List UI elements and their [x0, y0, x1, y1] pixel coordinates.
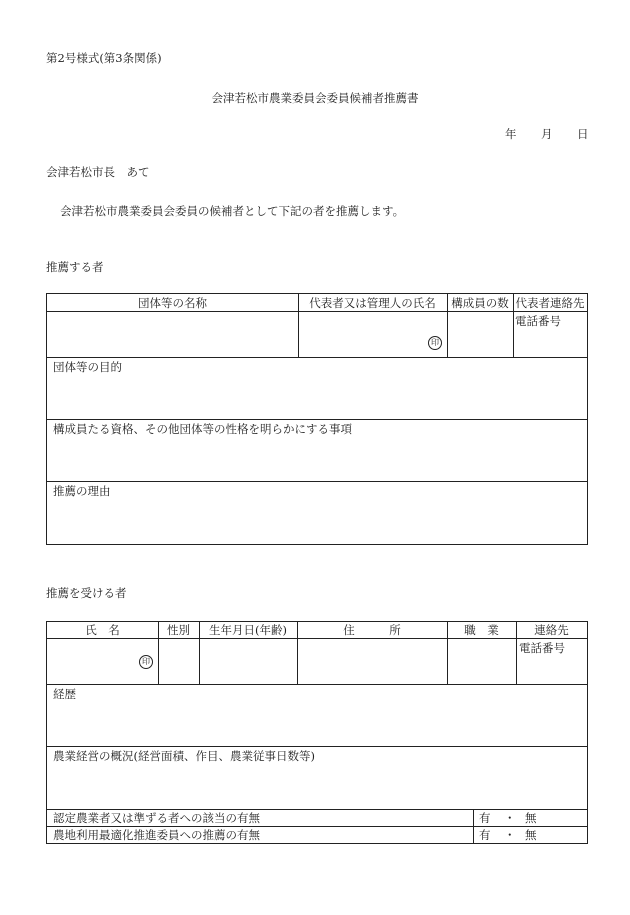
- certified-farmer-yes[interactable]: 有: [479, 811, 491, 825]
- header-occupation: 職 業: [464, 623, 499, 637]
- addressee: 会津若松市長 あて: [46, 165, 150, 179]
- recommender-section-label: 推薦する者: [46, 260, 104, 274]
- organization-purpose-label: 団体等の目的: [53, 360, 122, 374]
- header-gender: 性別: [167, 623, 190, 637]
- promotion-committee-no[interactable]: 無: [525, 828, 537, 842]
- promotion-committee-separator: ・: [504, 828, 516, 842]
- header-contact: 連絡先: [534, 623, 569, 637]
- header-member-count: 構成員の数: [451, 296, 509, 310]
- occupation-field[interactable]: [447, 639, 516, 684]
- promotion-committee-row: [47, 827, 587, 843]
- promotion-committee-label: 農地利用最適化推進委員への推薦の有無: [53, 828, 260, 842]
- representative-name-field[interactable]: [298, 312, 447, 357]
- recommendation-statement: 会津若松市農業委員会委員の候補者として下記の者を推薦します。: [60, 204, 405, 218]
- name-field[interactable]: [47, 639, 158, 684]
- date-day: 日: [577, 127, 589, 141]
- phone-label: 電話番号: [519, 641, 565, 655]
- recommendation-reason-field[interactable]: [47, 482, 587, 544]
- career-field[interactable]: [47, 685, 587, 746]
- member-count-field[interactable]: [447, 312, 513, 357]
- header-representative-name: 代表者又は管理人の氏名: [309, 296, 436, 310]
- organization-purpose-field[interactable]: [47, 358, 587, 419]
- career-label: 経歴: [53, 687, 76, 701]
- farm-management-field[interactable]: [47, 747, 587, 809]
- recommender-table: [46, 293, 588, 545]
- birthdate-age-field[interactable]: [199, 639, 297, 684]
- phone-label: 電話番号: [515, 314, 561, 328]
- seal-mark: 印: [139, 655, 153, 669]
- address-field[interactable]: [297, 639, 447, 684]
- recommendation-reason-label: 推薦の理由: [53, 484, 111, 498]
- organization-name-field[interactable]: [47, 312, 298, 357]
- promotion-committee-yes[interactable]: 有: [479, 828, 491, 842]
- recommendee-table: [46, 621, 588, 844]
- contact-field[interactable]: [516, 639, 587, 684]
- seal-mark: 印: [428, 336, 442, 350]
- header-birthdate-age: 生年月日(年齢): [209, 623, 287, 637]
- member-qualification-field[interactable]: [47, 420, 587, 481]
- header-name: 氏 名: [85, 623, 120, 637]
- certified-farmer-separator: ・: [504, 811, 516, 825]
- certified-farmer-label: 認定農業者又は準ずる者への該当の有無: [53, 811, 260, 825]
- farm-management-label: 農業経営の概況(経営面積、作目、農業従事日数等): [53, 749, 315, 763]
- form-number: 第2号様式(第3条関係): [46, 51, 162, 65]
- date-month: 月: [541, 127, 553, 141]
- certified-farmer-no[interactable]: 無: [525, 811, 537, 825]
- gender-field[interactable]: [158, 639, 199, 684]
- member-qualification-label: 構成員たる資格、その他団体等の性格を明らかにする事項: [53, 422, 352, 436]
- recommendee-section-label: 推薦を受ける者: [46, 586, 127, 600]
- representative-contact-field[interactable]: [513, 312, 587, 357]
- certified-farmer-row: [47, 810, 587, 826]
- document-title: 会津若松市農業委員会委員候補者推薦書: [211, 91, 419, 105]
- date-year: 年: [505, 127, 517, 141]
- header-representative-contact: 代表者連絡先: [515, 296, 585, 310]
- header-organization-name: 団体等の名称: [138, 296, 207, 310]
- header-address: 住 所: [343, 623, 401, 637]
